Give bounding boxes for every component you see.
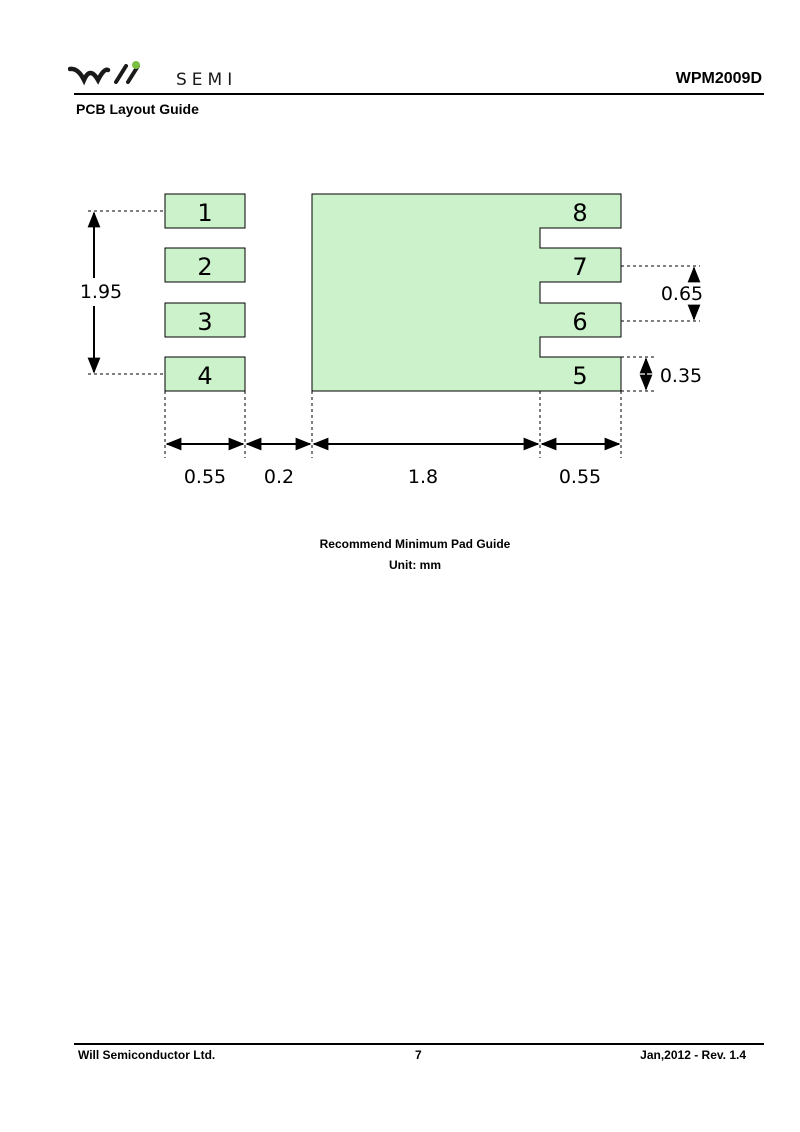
dim-label-center-pad-width: 1.8 [407, 466, 439, 488]
pin-label-8: 8 [572, 199, 588, 227]
pin-label-7: 7 [572, 253, 588, 281]
dim-label-right-pad-width: 0.55 [558, 466, 602, 488]
dim-label-height-total: 1.95 [79, 281, 123, 303]
footer-rule [74, 1043, 764, 1045]
figure-caption: Recommend Minimum Pad Guide [319, 537, 511, 551]
dim-label-left-pad-width: 0.55 [183, 466, 227, 488]
dim-label-pad-height: 0.35 [659, 365, 703, 387]
section-title: PCB Layout Guide [76, 101, 199, 117]
unit-caption: Unit: mm [389, 558, 441, 572]
pin-label-3: 3 [197, 308, 213, 336]
pin-label-6: 6 [572, 308, 588, 336]
pin-label-4: 4 [197, 362, 213, 390]
page-number: 7 [415, 1048, 422, 1062]
logo-text: SEMI [176, 70, 238, 90]
pin-label-5: 5 [572, 362, 588, 390]
pin-label-1: 1 [197, 199, 213, 227]
dim-label-gap: 0.2 [263, 466, 295, 488]
pin-label-2: 2 [197, 253, 213, 281]
document-id: WPM2009D [675, 70, 762, 87]
dim-label-pitch: 0.65 [660, 283, 704, 305]
footer-revision: Jan,2012 - Rev. 1.4 [640, 1048, 746, 1062]
footer-company: Will Semiconductor Ltd. [78, 1048, 216, 1062]
